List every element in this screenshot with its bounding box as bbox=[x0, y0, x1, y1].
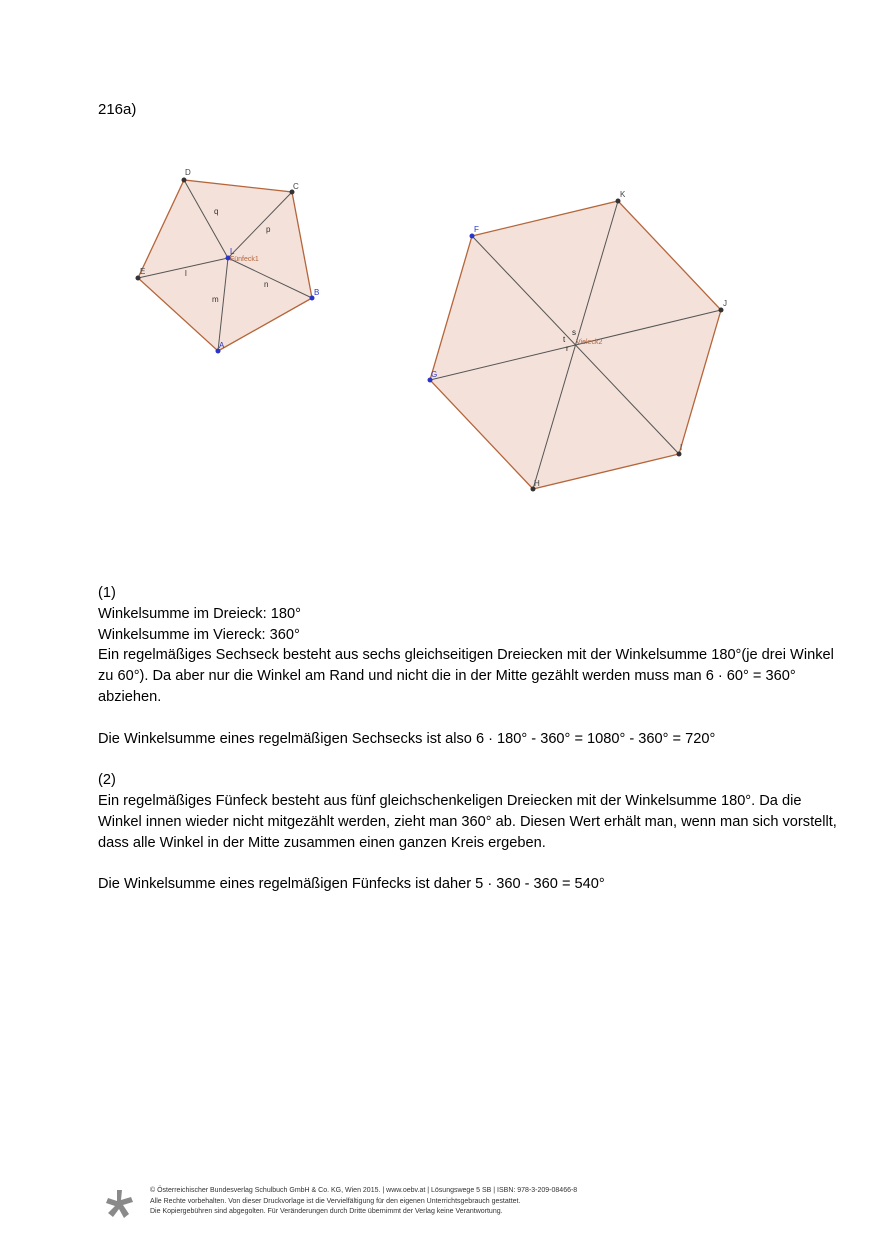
footer-copyright: © Österreichischer Bundesverlag Schulbuch GmbH & Co. KG, Wien 2015. | www.oebv.at | Lösungswege 5 SB | ISBN: 978-3-209-08466-8 bbox=[150, 1187, 578, 1194]
task-label: 216a) bbox=[98, 101, 137, 118]
pentagon-center-label: L bbox=[230, 247, 235, 256]
part1-line-1: Winkelsumme im Dreieck: 180° bbox=[98, 605, 301, 622]
hexagon-vertex-K bbox=[616, 199, 621, 204]
part1-line-3: Ein regelmäßiges Sechseck besteht aus sechs gleichseitigen Dreiecken mit der Winkelsumme 180°(je drei Winkel zu 60°). Da aber nur die Winkel am Rand und nicht die in der Mitte gezählt werden muss man 6 · 60° = 360° abziehen. bbox=[98, 647, 834, 705]
hexagon-label-H: H bbox=[534, 479, 540, 488]
hexagon-angle-label-t: t bbox=[563, 335, 566, 344]
hexagon-label-I: I bbox=[680, 443, 683, 452]
publisher-logo-icon bbox=[104, 1188, 136, 1220]
hexagon-angle-label-s: s bbox=[572, 328, 576, 337]
footer bbox=[104, 1186, 804, 1226]
pentagon-seg-label-l: l bbox=[185, 269, 187, 278]
hexagon-label-J: J bbox=[723, 299, 727, 308]
pentagon-polygon-label: Fünfeck1 bbox=[230, 256, 259, 263]
geometry-figure bbox=[0, 0, 890, 560]
part2-label: (2) bbox=[98, 772, 116, 789]
pentagon-label-A: A bbox=[219, 341, 225, 350]
pentagon-seg-label-q: q bbox=[214, 207, 219, 216]
pentagon-seg-label-p: p bbox=[266, 225, 271, 234]
pentagon-vertex-D bbox=[182, 178, 187, 183]
pentagon-seg-label-n: n bbox=[264, 280, 269, 289]
hexagon-label-F: F bbox=[474, 225, 479, 234]
part2-text: Ein regelmäßiges Fünfeck besteht aus fünf gleichschenkeligen Dreiecken mit der Winkelsumme 180°. Da die Winkel innen wieder nicht mitgezählt werden, zieht man 360° ab. Diesen Wert erhält man, wenn man sich vorstellt, dass alle Winkel in der Mitte zusammen einen ganzen Kreis ergeben. bbox=[98, 792, 837, 851]
pentagon-label-C: C bbox=[293, 182, 299, 191]
pentagon-label-E: E bbox=[140, 267, 146, 276]
pentagon-seg-label-m: m bbox=[212, 295, 219, 304]
hexagon-label-K: K bbox=[620, 190, 626, 199]
part2-result: Die Winkelsumme eines regelmäßigen Fünfecks ist daher 5 · 360 - 360 = 540° bbox=[98, 876, 605, 893]
hexagon-vertex-I bbox=[677, 452, 682, 457]
part1-result: Die Winkelsumme eines regelmäßigen Sechsecks ist also 6 · 180° - 360° = 1080° - 360° = 720° bbox=[98, 730, 716, 747]
pentagon-label-D: D bbox=[185, 168, 191, 177]
pentagon-shape bbox=[138, 180, 312, 351]
pentagon-figure bbox=[136, 168, 320, 354]
solution-text bbox=[98, 583, 838, 895]
hexagon-vertex-F bbox=[470, 234, 475, 239]
part1-line-2: Winkelsumme im Viereck: 360° bbox=[98, 626, 300, 643]
hexagon-polygon-label: Vieleck2 bbox=[576, 339, 603, 346]
hexagon-label-G: G bbox=[431, 370, 438, 379]
part1-label: (1) bbox=[98, 585, 116, 601]
hexagon-angle-label-r: r bbox=[566, 344, 569, 353]
hexagon-vertex-J bbox=[719, 308, 724, 313]
pentagon-vertex-E bbox=[136, 276, 141, 281]
hexagon-figure bbox=[428, 190, 728, 492]
pentagon-label-B: B bbox=[314, 288, 320, 297]
footer-rights: Alle Rechte vorbehalten. Von dieser Druckvorlage ist die Vervielfältigung für den eigenen Unterrichtsgebrauch gestattet. bbox=[150, 1197, 521, 1205]
footer-disclaimer: Die Kopiergebühren sind abgegolten. Für Veränderungen durch Dritte übernimmt der Verlag keine Verantwortung. bbox=[150, 1208, 503, 1215]
